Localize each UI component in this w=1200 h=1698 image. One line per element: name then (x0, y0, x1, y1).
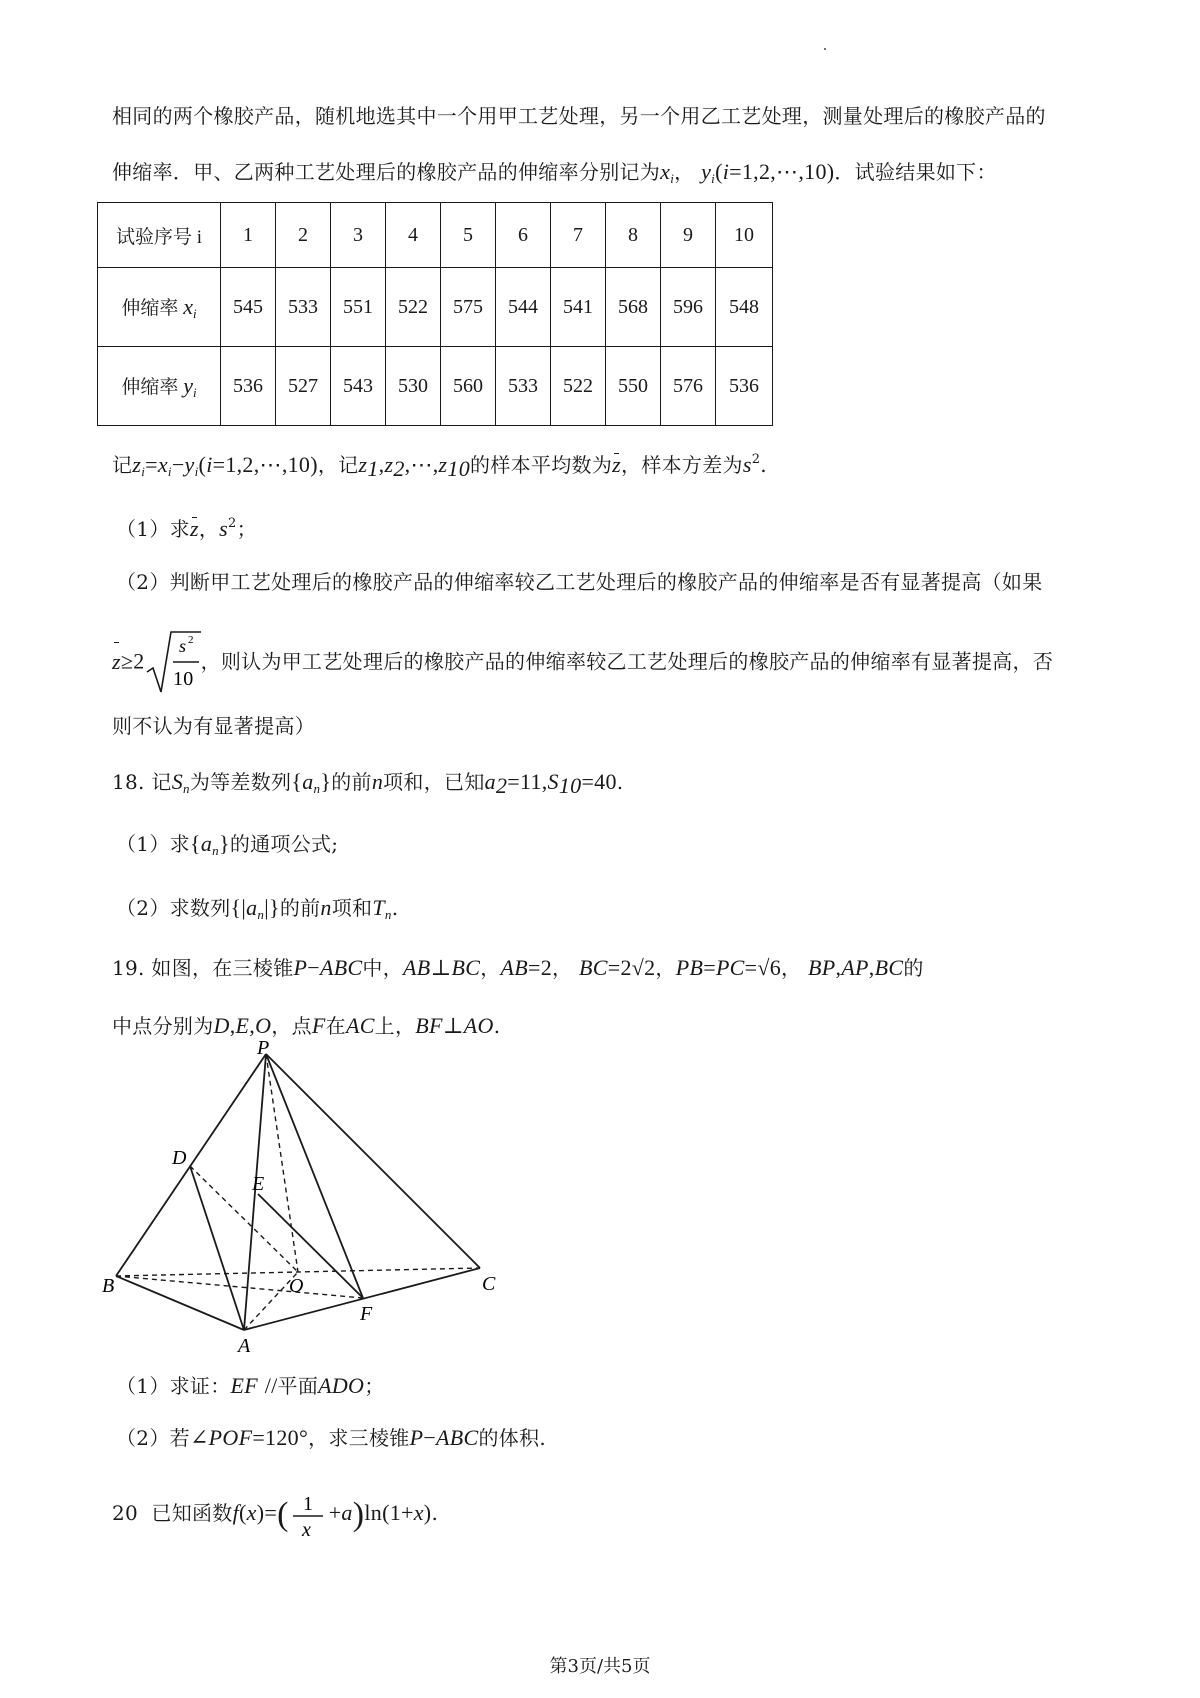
label-F: F (360, 1303, 373, 1325)
table-row-y (98, 347, 773, 426)
svg-text:2: 2 (187, 634, 194, 646)
x-cell: 522 (386, 268, 441, 347)
y-cell: 543 (331, 347, 386, 426)
p19-statement: 19. 如图，在三棱锥P−ABC中，AB⊥BC，AB=2， BC=2√2，PB=PC=√6， BP,AP,BC的 (112, 955, 924, 980)
p20-statement: 20 已知函数f(x)=( 1 x +a)ln(1+x). (112, 1488, 438, 1540)
p18-q1: （1）求$\{a_n\}$的通项公式; (116, 831, 339, 858)
y-cell: 522 (551, 347, 606, 426)
label-P: P (257, 1040, 270, 1059)
label-D: D (172, 1147, 187, 1169)
x-cell: 575 (441, 268, 496, 347)
svg-text:x: x (301, 1518, 311, 1540)
x-cell: 551 (331, 268, 386, 347)
p19-q1: （1）求证：EF //平面ADO； (116, 1373, 385, 1398)
results-table (97, 202, 773, 426)
p17-line-1: 相同的两个橡胶产品，随机地选其中一个用甲工艺处理，另一个用乙工艺处理，测量处理后的橡胶产品的 (112, 104, 1046, 128)
p17-q2-end: 则不认为有显著提高） (112, 714, 315, 738)
p19-statement-2: 中点分别为D,E,O，点F在AC上，BF⊥AO. (112, 1013, 501, 1038)
table-row-index (98, 203, 773, 268)
x-cell: 548 (716, 268, 773, 347)
y-cell: 576 (661, 347, 716, 426)
segment-BF-hidden (116, 1276, 363, 1298)
segment-DO-hidden (190, 1166, 298, 1272)
idx-cell: 7 (551, 203, 606, 268)
x-cell: 596 (661, 268, 716, 347)
label-B: B (102, 1275, 115, 1297)
edge-PB (116, 1054, 266, 1276)
label-A: A (238, 1335, 251, 1357)
idx-cell: 6 (496, 203, 551, 268)
p17-define-z: 记$z_i=x_i-y_i(i=1,2,\cdots,10)$，记$z_1,z_2,\cdots,z_{10}$的样本平均数为z，样本方差为$s^2$. (112, 452, 767, 481)
table-row-x (98, 268, 773, 347)
idx-cell: 9 (661, 203, 716, 268)
p19-q2: （2）若∠POF=120°，求三棱锥P−ABC的体积. (116, 1425, 547, 1450)
label-E: E (252, 1173, 265, 1195)
page-footer: 第3页/共5页 (549, 1656, 651, 1677)
y-cell: 550 (606, 347, 661, 426)
x-cell: 541 (551, 268, 606, 347)
idx-cell: 1 (221, 203, 276, 268)
idx-cell: 4 (386, 203, 441, 268)
x-cell: 568 (606, 268, 661, 347)
x-cell: 545 (221, 268, 276, 347)
label-O: O (289, 1275, 304, 1297)
svg-text:1: 1 (302, 1492, 314, 1515)
x-cell: 544 (496, 268, 551, 347)
x-label: 伸缩率 $x_i$ (98, 268, 221, 347)
p17-q1: （1）求z，$s^2$； (116, 516, 257, 541)
sqrt-formula (145, 630, 201, 696)
y-cell: 527 (276, 347, 331, 426)
scan-dot (824, 48, 826, 50)
y-cell: 536 (221, 347, 276, 426)
fraction-one-over-x (289, 1490, 329, 1540)
label-C: C (482, 1273, 496, 1295)
p17-q2: （2）判断甲工艺处理后的橡胶产品的伸缩率较乙工艺处理后的橡胶产品的伸缩率是否有显著提高（如果 (116, 570, 1043, 594)
idx-cell: 3 (331, 203, 386, 268)
svg-text:10: 10 (172, 668, 194, 690)
segment-EF (258, 1194, 363, 1298)
p17-line-2: 伸缩率．甲、乙两种工艺处理后的橡胶产品的伸缩率分别记为$x_i$， $y_i(i=1,2,\cdots,10)$．试验结果如下： (112, 159, 997, 186)
svg-text:s: s (178, 636, 186, 656)
idx-cell: 2 (276, 203, 331, 268)
y-label: 伸缩率 $y_i$ (98, 347, 221, 426)
p18-q2: （2）求数列$\{|a_n|\}$的前n项和$T_n$. (116, 895, 399, 922)
y-cell: 530 (386, 347, 441, 426)
edge-PC (266, 1054, 480, 1268)
header-label: 试验序号 i (98, 203, 221, 268)
y-cell: 560 (441, 347, 496, 426)
p18-statement: 18. 记$S_n$为等差数列$\{a_n\}$的前n项和，已知$a_2=11,S_{10}=40$. (112, 769, 624, 798)
segment-PO-hidden (266, 1054, 298, 1272)
idx-cell: 8 (606, 203, 661, 268)
segment-PF (266, 1054, 363, 1298)
idx-cell: 5 (441, 203, 496, 268)
idx-cell: 10 (716, 203, 773, 268)
edge-BA (116, 1276, 244, 1330)
segment-DA (190, 1166, 244, 1330)
pyramid-figure (100, 1040, 500, 1360)
y-cell: 536 (716, 347, 773, 426)
p17-q2-formula: z≥2 s 2 10 ，则认为甲工艺处理后的橡胶产品的伸缩率较乙工艺处理后的橡胶产品的伸缩率有显著提高，否 (112, 630, 1053, 696)
y-cell: 533 (496, 347, 551, 426)
x-cell: 533 (276, 268, 331, 347)
